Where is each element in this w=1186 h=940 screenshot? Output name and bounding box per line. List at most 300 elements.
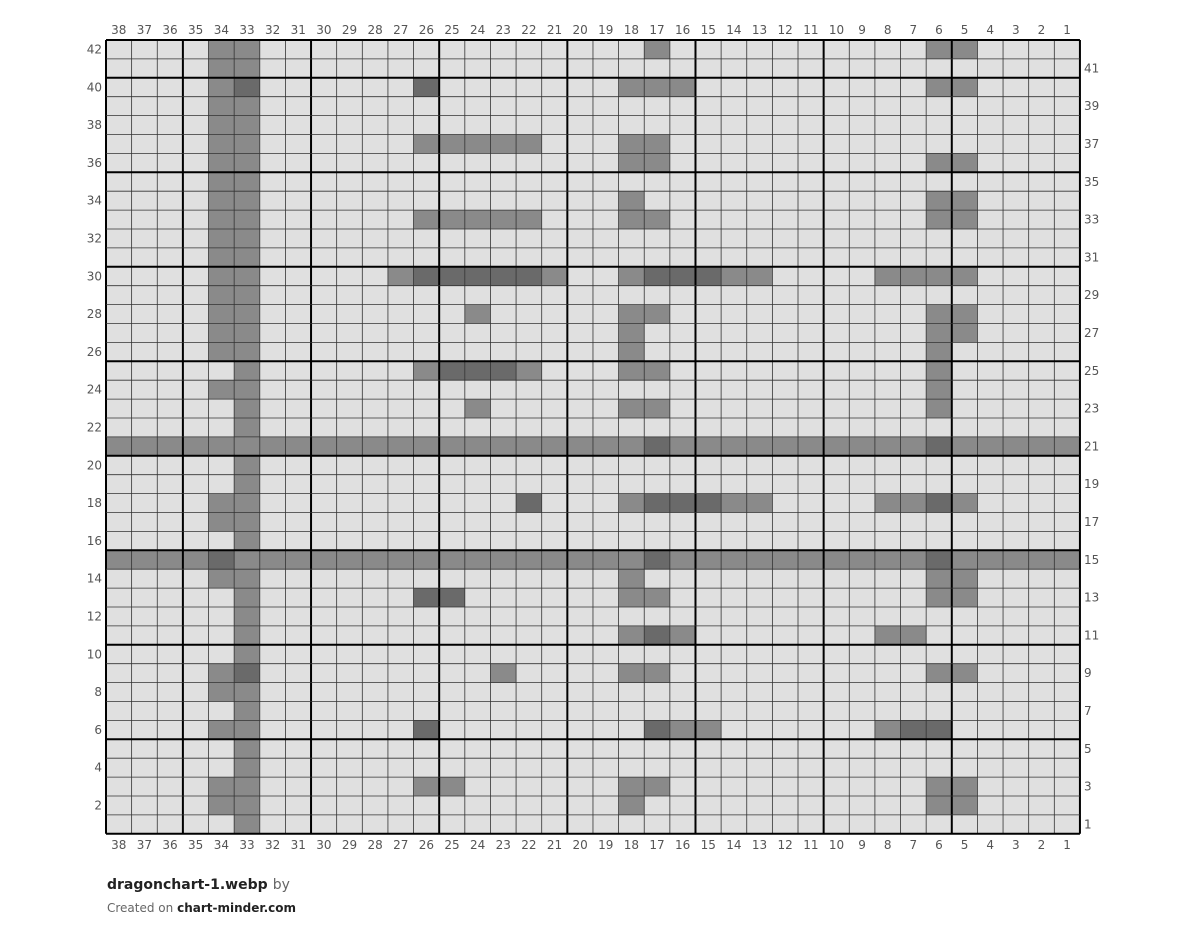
cell-r16-c10: [824, 531, 850, 550]
cell-r6-c36: [157, 720, 183, 739]
cell-r23-c29: [337, 399, 363, 418]
cell-r4-c1: [1054, 758, 1080, 777]
cell-r18-c10: [824, 494, 850, 513]
cell-r28-c18: [619, 305, 645, 324]
cell-r33-c34: [209, 210, 235, 229]
cell-r30-c30: [311, 267, 337, 286]
cell-r26-c1: [1054, 342, 1080, 361]
cell-r17-c22: [516, 513, 542, 532]
cell-r21-c22: [516, 437, 542, 456]
cell-r4-c37: [132, 758, 158, 777]
cell-r24-c20: [567, 380, 593, 399]
cell-r27-c10: [824, 324, 850, 343]
cell-r8-c3: [1003, 683, 1029, 702]
cell-r26-c15: [695, 342, 721, 361]
cell-r10-c24: [465, 645, 491, 664]
cell-r38-c13: [747, 116, 773, 135]
cell-r9-c35: [183, 664, 209, 683]
cell-r7-c28: [362, 702, 388, 721]
cell-r13-c8: [875, 588, 901, 607]
cell-r15-c25: [439, 550, 465, 569]
cell-r1-c29: [337, 815, 363, 834]
cell-r24-c11: [798, 380, 824, 399]
cell-r3-c30: [311, 777, 337, 796]
cell-r11-c14: [721, 626, 747, 645]
cell-r5-c7: [901, 739, 927, 758]
cell-r18-c2: [1029, 494, 1055, 513]
cell-r41-c21: [542, 59, 568, 78]
cell-r35-c16: [670, 172, 696, 191]
cell-r18-c6: [926, 494, 952, 513]
cell-r22-c17: [644, 418, 670, 437]
cell-r6-c1: [1054, 720, 1080, 739]
cell-r20-c9: [849, 456, 875, 475]
cell-r33-c27: [388, 210, 414, 229]
cell-r24-c9: [849, 380, 875, 399]
cell-r27-c36: [157, 324, 183, 343]
cell-r20-c38: [106, 456, 132, 475]
cell-r12-c33: [234, 607, 260, 626]
cell-r35-c20: [567, 172, 593, 191]
cell-r36-c2: [1029, 153, 1055, 172]
cell-r12-c5: [952, 607, 978, 626]
cell-r8-c1: [1054, 683, 1080, 702]
cell-r36-c6: [926, 153, 952, 172]
cell-r3-c3: [1003, 777, 1029, 796]
cell-r31-c32: [260, 248, 286, 267]
column-label-bottom: 15: [700, 837, 716, 852]
column-label-top: 28: [367, 23, 383, 37]
cell-r12-c11: [798, 607, 824, 626]
cell-r1-c24: [465, 815, 491, 834]
cell-r12-c14: [721, 607, 747, 626]
column-label-top: 6: [935, 23, 943, 37]
cell-r24-c22: [516, 380, 542, 399]
cell-r33-c36: [157, 210, 183, 229]
cell-r39-c12: [772, 97, 798, 116]
cell-r28-c19: [593, 305, 619, 324]
cell-r34-c21: [542, 191, 568, 210]
cell-r40-c7: [901, 78, 927, 97]
cell-r20-c36: [157, 456, 183, 475]
cell-r5-c15: [695, 739, 721, 758]
column-label-bottom: 27: [393, 837, 409, 852]
cell-r14-c30: [311, 569, 337, 588]
cell-r23-c36: [157, 399, 183, 418]
cell-r39-c32: [260, 97, 286, 116]
column-label-bottom: 23: [495, 837, 511, 852]
cell-r42-c38: [106, 40, 132, 59]
cell-r25-c35: [183, 361, 209, 380]
cell-r20-c24: [465, 456, 491, 475]
cell-r18-c35: [183, 494, 209, 513]
row-label-right: 37: [1083, 136, 1100, 151]
cell-r8-c31: [285, 683, 311, 702]
cell-r21-c18: [619, 437, 645, 456]
cell-r14-c4: [977, 569, 1003, 588]
cell-r7-c11: [798, 702, 824, 721]
cell-r28-c17: [644, 305, 670, 324]
cell-r6-c26: [414, 720, 440, 739]
cell-r16-c7: [901, 531, 927, 550]
cell-r12-c29: [337, 607, 363, 626]
cell-r36-c9: [849, 153, 875, 172]
cell-r30-c36: [157, 267, 183, 286]
cell-r22-c10: [824, 418, 850, 437]
cell-r23-c9: [849, 399, 875, 418]
cell-r9-c37: [132, 664, 158, 683]
cell-r21-c10: [824, 437, 850, 456]
cell-r15-c16: [670, 550, 696, 569]
cell-r9-c28: [362, 664, 388, 683]
cell-r9-c12: [772, 664, 798, 683]
cell-r17-c38: [106, 513, 132, 532]
cell-r4-c12: [772, 758, 798, 777]
cell-r20-c14: [721, 456, 747, 475]
cell-r38-c16: [670, 116, 696, 135]
cell-r36-c32: [260, 153, 286, 172]
cell-r9-c10: [824, 664, 850, 683]
cell-r11-c17: [644, 626, 670, 645]
cell-r39-c35: [183, 97, 209, 116]
cell-r36-c26: [414, 153, 440, 172]
cell-r12-c37: [132, 607, 158, 626]
cell-r30-c12: [772, 267, 798, 286]
row-label-left: 34: [86, 193, 102, 208]
cell-r20-c10: [824, 456, 850, 475]
cell-r29-c18: [619, 286, 645, 305]
cell-r37-c34: [209, 135, 235, 154]
cell-r39-c38: [106, 97, 132, 116]
cell-r32-c33: [234, 229, 260, 248]
cell-r25-c31: [285, 361, 311, 380]
cell-r14-c12: [772, 569, 798, 588]
cell-r25-c6: [926, 361, 952, 380]
cell-r21-c3: [1003, 437, 1029, 456]
cell-r14-c36: [157, 569, 183, 588]
cell-r4-c19: [593, 758, 619, 777]
cell-r40-c33: [234, 78, 260, 97]
cell-r28-c20: [567, 305, 593, 324]
cell-r2-c32: [260, 796, 286, 815]
cell-r22-c13: [747, 418, 773, 437]
cell-r16-c22: [516, 531, 542, 550]
cell-r30-c28: [362, 267, 388, 286]
cell-r17-c12: [772, 513, 798, 532]
cell-r25-c19: [593, 361, 619, 380]
cell-r22-c1: [1054, 418, 1080, 437]
cell-r24-c25: [439, 380, 465, 399]
cell-r36-c8: [875, 153, 901, 172]
cell-r5-c24: [465, 739, 491, 758]
cell-r23-c1: [1054, 399, 1080, 418]
row-label-left: 18: [86, 496, 102, 511]
cell-r30-c1: [1054, 267, 1080, 286]
cell-r23-c30: [311, 399, 337, 418]
cell-r6-c12: [772, 720, 798, 739]
cell-r29-c14: [721, 286, 747, 305]
cell-r36-c24: [465, 153, 491, 172]
cell-r13-c2: [1029, 588, 1055, 607]
cell-r7-c25: [439, 702, 465, 721]
cell-r30-c7: [901, 267, 927, 286]
cell-r1-c20: [567, 815, 593, 834]
cell-r22-c23: [490, 418, 516, 437]
cell-r40-c1: [1054, 78, 1080, 97]
row-label-right: 25: [1083, 363, 1100, 378]
cell-r1-c9: [849, 815, 875, 834]
cell-r5-c11: [798, 739, 824, 758]
cell-r22-c24: [465, 418, 491, 437]
cell-r6-c6: [926, 720, 952, 739]
cell-r14-c10: [824, 569, 850, 588]
cell-r16-c9: [849, 531, 875, 550]
column-label-top: 31: [290, 23, 306, 37]
cell-r31-c37: [132, 248, 158, 267]
cell-r30-c34: [209, 267, 235, 286]
cell-r36-c33: [234, 153, 260, 172]
cell-r32-c11: [798, 229, 824, 248]
cell-r30-c26: [414, 267, 440, 286]
cell-r40-c4: [977, 78, 1003, 97]
cell-r42-c33: [234, 40, 260, 59]
cell-r15-c18: [619, 550, 645, 569]
cell-r22-c14: [721, 418, 747, 437]
cell-r18-c4: [977, 494, 1003, 513]
footer-site-link[interactable]: chart-minder.com: [177, 901, 296, 915]
cell-r12-c6: [926, 607, 952, 626]
cell-r37-c38: [106, 135, 132, 154]
cell-r24-c10: [824, 380, 850, 399]
cell-r41-c22: [516, 59, 542, 78]
cell-r41-c30: [311, 59, 337, 78]
column-label-bottom: 30: [316, 837, 332, 852]
cell-r35-c13: [747, 172, 773, 191]
cell-r42-c19: [593, 40, 619, 59]
cell-r38-c4: [977, 116, 1003, 135]
cell-r15-c28: [362, 550, 388, 569]
cell-r3-c25: [439, 777, 465, 796]
cell-r8-c5: [952, 683, 978, 702]
cell-r9-c29: [337, 664, 363, 683]
cell-r27-c27: [388, 324, 414, 343]
cell-r34-c14: [721, 191, 747, 210]
cell-r6-c19: [593, 720, 619, 739]
column-label-top: 19: [598, 23, 614, 37]
cell-r3-c24: [465, 777, 491, 796]
cell-r19-c17: [644, 475, 670, 494]
cell-r40-c15: [695, 78, 721, 97]
cell-r39-c2: [1029, 97, 1055, 116]
cell-r35-c37: [132, 172, 158, 191]
cell-r5-c1: [1054, 739, 1080, 758]
cell-r23-c27: [388, 399, 414, 418]
row-label-right: 7: [1083, 703, 1092, 718]
cell-r10-c1: [1054, 645, 1080, 664]
cell-r23-c23: [490, 399, 516, 418]
cell-r25-c38: [106, 361, 132, 380]
cell-r7-c22: [516, 702, 542, 721]
cell-r29-c7: [901, 286, 927, 305]
cell-r22-c2: [1029, 418, 1055, 437]
cell-r31-c11: [798, 248, 824, 267]
cell-r33-c9: [849, 210, 875, 229]
cell-r33-c3: [1003, 210, 1029, 229]
cell-r24-c13: [747, 380, 773, 399]
cell-r2-c21: [542, 796, 568, 815]
cell-r40-c8: [875, 78, 901, 97]
cell-r16-c2: [1029, 531, 1055, 550]
cell-r30-c22: [516, 267, 542, 286]
cell-r34-c22: [516, 191, 542, 210]
cell-r39-c30: [311, 97, 337, 116]
cell-r8-c17: [644, 683, 670, 702]
cell-r36-c14: [721, 153, 747, 172]
cell-r4-c3: [1003, 758, 1029, 777]
cell-r14-c5: [952, 569, 978, 588]
row-label-left: 30: [86, 269, 102, 284]
cell-r11-c6: [926, 626, 952, 645]
cell-r16-c26: [414, 531, 440, 550]
cell-r30-c9: [849, 267, 875, 286]
cell-r14-c18: [619, 569, 645, 588]
cell-r15-c5: [952, 550, 978, 569]
cell-r8-c28: [362, 683, 388, 702]
cell-r1-c22: [516, 815, 542, 834]
column-label-bottom: 29: [341, 837, 358, 852]
cell-r25-c13: [747, 361, 773, 380]
cell-r19-c30: [311, 475, 337, 494]
cell-r27-c13: [747, 324, 773, 343]
cell-r35-c35: [183, 172, 209, 191]
cell-r36-c23: [490, 153, 516, 172]
cell-r26-c30: [311, 342, 337, 361]
cell-r34-c33: [234, 191, 260, 210]
cell-r19-c21: [542, 475, 568, 494]
cell-r8-c32: [260, 683, 286, 702]
cell-r2-c22: [516, 796, 542, 815]
cell-r36-c35: [183, 153, 209, 172]
cell-r32-c15: [695, 229, 721, 248]
cell-r36-c12: [772, 153, 798, 172]
column-label-top: 1: [1063, 23, 1071, 37]
cell-r20-c2: [1029, 456, 1055, 475]
cell-r24-c38: [106, 380, 132, 399]
cell-r39-c19: [593, 97, 619, 116]
cell-r33-c33: [234, 210, 260, 229]
cell-r1-c15: [695, 815, 721, 834]
cell-r39-c8: [875, 97, 901, 116]
cell-r40-c20: [567, 78, 593, 97]
cell-r41-c29: [337, 59, 363, 78]
cell-r16-c12: [772, 531, 798, 550]
cell-r8-c20: [567, 683, 593, 702]
cell-r15-c30: [311, 550, 337, 569]
cell-r5-c4: [977, 739, 1003, 758]
cell-r34-c13: [747, 191, 773, 210]
cell-r6-c13: [747, 720, 773, 739]
cell-r14-c25: [439, 569, 465, 588]
cell-r21-c8: [875, 437, 901, 456]
cell-r18-c7: [901, 494, 927, 513]
column-label-bottom: 8: [883, 837, 892, 852]
cell-r31-c26: [414, 248, 440, 267]
cell-r19-c36: [157, 475, 183, 494]
cell-r7-c26: [414, 702, 440, 721]
cell-r37-c7: [901, 135, 927, 154]
cell-r35-c22: [516, 172, 542, 191]
cell-r19-c19: [593, 475, 619, 494]
cell-r29-c22: [516, 286, 542, 305]
cell-r34-c20: [567, 191, 593, 210]
cell-r41-c33: [234, 59, 260, 78]
cell-r32-c1: [1054, 229, 1080, 248]
cell-r33-c35: [183, 210, 209, 229]
cell-r18-c28: [362, 494, 388, 513]
cell-r26-c16: [670, 342, 696, 361]
cell-r12-c20: [567, 607, 593, 626]
cell-r27-c15: [695, 324, 721, 343]
cell-r40-c22: [516, 78, 542, 97]
cell-r41-c2: [1029, 59, 1055, 78]
cell-r26-c33: [234, 342, 260, 361]
cell-r36-c37: [132, 153, 158, 172]
cell-r16-c31: [285, 531, 311, 550]
cell-r15-c4: [977, 550, 1003, 569]
cell-r1-c5: [952, 815, 978, 834]
cell-r15-c24: [465, 550, 491, 569]
cell-r25-c36: [157, 361, 183, 380]
cell-r39-c15: [695, 97, 721, 116]
cell-r33-c24: [465, 210, 491, 229]
cell-r21-c32: [260, 437, 286, 456]
cell-r12-c32: [260, 607, 286, 626]
footer-created: [107, 901, 296, 915]
cell-r39-c36: [157, 97, 183, 116]
cell-r20-c33: [234, 456, 260, 475]
cell-r38-c1: [1054, 116, 1080, 135]
cell-r8-c29: [337, 683, 363, 702]
cell-r28-c26: [414, 305, 440, 324]
cell-r28-c31: [285, 305, 311, 324]
cell-r32-c12: [772, 229, 798, 248]
cell-r6-c3: [1003, 720, 1029, 739]
cell-r15-c8: [875, 550, 901, 569]
cell-r20-c3: [1003, 456, 1029, 475]
column-label-top: 29: [341, 23, 358, 37]
cell-r15-c1: [1054, 550, 1080, 569]
cell-r18-c20: [567, 494, 593, 513]
cell-r14-c38: [106, 569, 132, 588]
cell-r12-c2: [1029, 607, 1055, 626]
cell-r6-c22: [516, 720, 542, 739]
cell-r4-c23: [490, 758, 516, 777]
cell-r10-c17: [644, 645, 670, 664]
cell-r13-c24: [465, 588, 491, 607]
cell-r25-c28: [362, 361, 388, 380]
cell-r33-c32: [260, 210, 286, 229]
cell-r34-c28: [362, 191, 388, 210]
cell-r21-c26: [414, 437, 440, 456]
cell-r33-c5: [952, 210, 978, 229]
cell-r17-c8: [875, 513, 901, 532]
cell-r10-c6: [926, 645, 952, 664]
cell-r9-c19: [593, 664, 619, 683]
cell-r23-c16: [670, 399, 696, 418]
cell-r7-c38: [106, 702, 132, 721]
cell-r14-c33: [234, 569, 260, 588]
cell-r4-c6: [926, 758, 952, 777]
